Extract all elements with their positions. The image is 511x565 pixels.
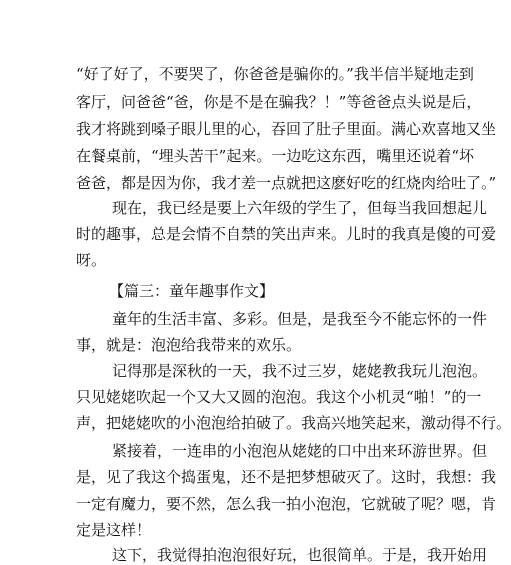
paragraph-line: 定是这样！ xyxy=(76,521,152,539)
paragraph-line: 是，见了我这个捣蛋鬼，还不是把梦想破灭了。这时，我想：我 xyxy=(76,468,497,486)
paragraph-line: 只见姥姥吹起一个又大又圆的泡泡。我这个小机灵“啪！”的一 xyxy=(76,388,482,406)
section-heading: 【篇三：童年趣事作文】 xyxy=(109,282,275,300)
paragraph-line: 呀。 xyxy=(76,251,107,269)
paragraph-line: 我才将跳到嗓子眼儿里的心，吞回了肚子里面。满心欢喜地又坐 xyxy=(76,120,497,138)
paragraph-line: 时的趣事，总是会情不自禁的笑出声来。儿时的我真是傻的可爱 xyxy=(76,225,497,243)
paragraph-line: 爸爸，都是因为你，我才差一点就把这麽好吃的红烧肉给吐了。” xyxy=(76,174,497,192)
paragraph-line: 事，就是：泡泡给我带来的欢乐。 xyxy=(76,336,302,354)
paragraph-line: 记得那是深秋的一天，我不过三岁，姥姥教我玩儿泡泡。 xyxy=(112,362,488,380)
paragraph-line: “好了好了，不要哭了，你爸爸是骗你的。”我半信半疑地走到 xyxy=(76,65,474,83)
paragraph-line: 在餐桌前，“埋头苦干”起来。一边吃这东西，嘴里还说着“坏 xyxy=(76,147,475,165)
paragraph-line: 现在，我已经是要上六年级的学生了，但每当我回想起儿 xyxy=(112,199,488,217)
paragraph-line: 客厅，问爸爸“爸，你是不是在骗我？！”等爸爸点头说是后， xyxy=(76,93,482,111)
paragraph-line: 这下，我觉得拍泡泡很好玩，也很简单。于是，我开始用 xyxy=(112,546,488,564)
paragraph-line: 紧接着，一连串的小泡泡从姥姥的口中出来环游世界。但 xyxy=(112,442,488,460)
paragraph-line: 一定有魔力，要不然，怎么我一拍小泡泡，它就破了呢？嗯，肯 xyxy=(76,495,497,513)
paragraph-line: 童年的生活丰富、多彩。但是，是我至今不能忘怀的一件 xyxy=(112,310,488,328)
paragraph-line: 声，把姥姥吹的小泡泡给拍破了。我高兴地笑起来，激动得不行。 xyxy=(76,414,511,432)
